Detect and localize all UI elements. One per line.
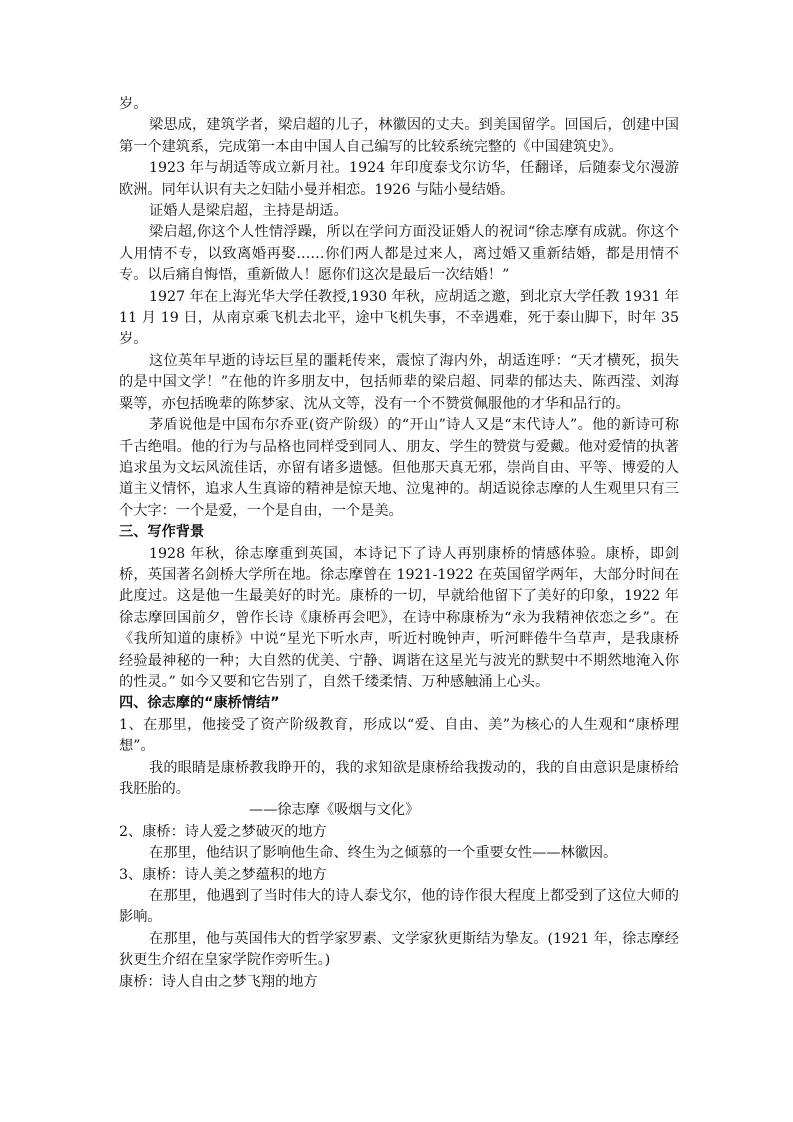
paragraph-lin-huiyin: 在那里，他结识了影响他生命、终生为之倾慕的一个重要女性——林徽因。 <box>149 845 618 862</box>
paragraph-wedding-officiant: 证婚人是梁启超，主持是胡适。 <box>149 203 348 220</box>
paragraph-1927: 1927 年在上海光华大学任教授,1930 年秋，应胡适之邀，到北京大学任教 1931 年 11 月 19 日，从南京乘飞机去北平，途中飞机失事，不幸遇难，死于泰山脚下，时年 35 岁。 <box>119 288 679 348</box>
list-item-3: 3、康桥：诗人美之梦蕴积的地方 <box>119 866 327 883</box>
quote-text: 我的眼睛是康桥教我睁开的，我的求知欲是康桥给我拨动的，我的自由意识是康桥给我胚胎的。 <box>119 759 679 797</box>
paragraph-liang-sicheng: 梁思成，建筑学者，梁启超的儿子，林徽因的丈夫。到美国留学。回国后，创建中国第一个建筑系，完成第一本由中国人自己编写的比较系统完整的《中国建筑史》。 <box>119 117 679 155</box>
paragraph-death-news: 这位英年早逝的诗坛巨星的噩耗传来，震惊了海内外，胡适连呼：“天才横死，损失的是中国文学！”在他的许多朋友中，包括师辈的梁启超、同辈的郁达夫、陈西滢、刘海粟等，亦包括晚辈的陈梦家、沈从文等，没有一个不赞赏佩服他的才华和品行的。 <box>119 352 679 412</box>
paragraph-background: 1928 年秋，徐志摩重到英国，本诗记下了诗人再别康桥的情感体验。康桥，即剑桥，英国著名剑桥大学所在地。徐志摩曾在 1921-1922 在英国留学两年，大部分时间在此度过。这是他一生最美好的时光。康桥的一切，早就给他留下了美好的印象，1922 年徐志摩回国前夕，曾作长诗《康桥再会吧》，在诗中称康桥为“永为我精神依恋之乡”。在《我所知道的康桥》中说“星光下听水声，听近村晚钟声，听河畔倦牛刍草声，是我康桥经验最神秘的一种；大自然的优美、宁静、调谐在这星光与波光的默契中不期然地淹入你的性灵。” 如今又要和它告别了，自然千缕柔情、万种感触涌上心头。 <box>119 545 679 690</box>
section-heading-background: 三、写作背景 <box>119 524 205 541</box>
paragraph-mao-dun: 茅盾说他是中国布尔乔亚(资产阶级）的“开山”诗人又是“末代诗人”。他的新诗可称千古绝唱。他的行为与品格也同样受到同人、朋友、学生的赞赏与爱戴。他对爱情的执著追求虽为文坛风流佳话，亦留有诸多遗憾。但他那天真无邪，崇尚自由、平等、博爱的人道主义情怀，追求人生真谛的精神是惊天地、泣鬼神的。胡适说徐志摩的人生观里只有三个大字：一个是爱，一个是自由，一个是美。 <box>119 417 679 519</box>
paragraph: 岁。 <box>119 96 148 112</box>
list-item-4: 康桥：诗人自由之梦飞翔的地方 <box>119 973 318 990</box>
list-item-2: 2、康桥：诗人爱之梦破灭的地方 <box>119 823 327 840</box>
paragraph-russell: 在那里，他与英国伟大的哲学家罗素、文学家狄更斯结为挚友。(1921 年，徐志摩经狄更生介绍在皇家学院作旁听生。) <box>119 930 679 969</box>
paragraph-wedding-speech: 梁启超,你这个人性情浮躁，所以在学问方面没证婚人的祝词“徐志摩有成就。你这个人用情不专，以致离婚再娶……你们两人都是过来人，离过婚又重新结婚，都是用情不专。以后痛自悔悟，重新做人！愿你们这次是最后一次结婚！” <box>119 224 679 284</box>
document-body <box>119 94 679 993</box>
paragraph-1923: 1923 年与胡适等成立新月社。1924 年印度泰戈尔访华，任翻译，后随泰戈尔漫游欧洲。同年认识有夫之妇陆小曼并相恋。1926 与陆小曼结婚。 <box>119 160 679 198</box>
quote-source: ——徐志摩《吸烟与文化》 <box>249 802 420 819</box>
paragraph-tagore: 在那里，他遇到了当时伟大的诗人泰戈尔，他的诗作很大程度上都受到了这位大师的影响。 <box>119 888 679 926</box>
section-heading-cambridge-complex: 四、徐志摩的“康桥情结” <box>119 695 280 712</box>
list-item-1: 1、在那里，他接受了资产阶级教育，形成以“爱、自由、美”为核心的人生观和“康桥理想”。 <box>119 716 679 755</box>
